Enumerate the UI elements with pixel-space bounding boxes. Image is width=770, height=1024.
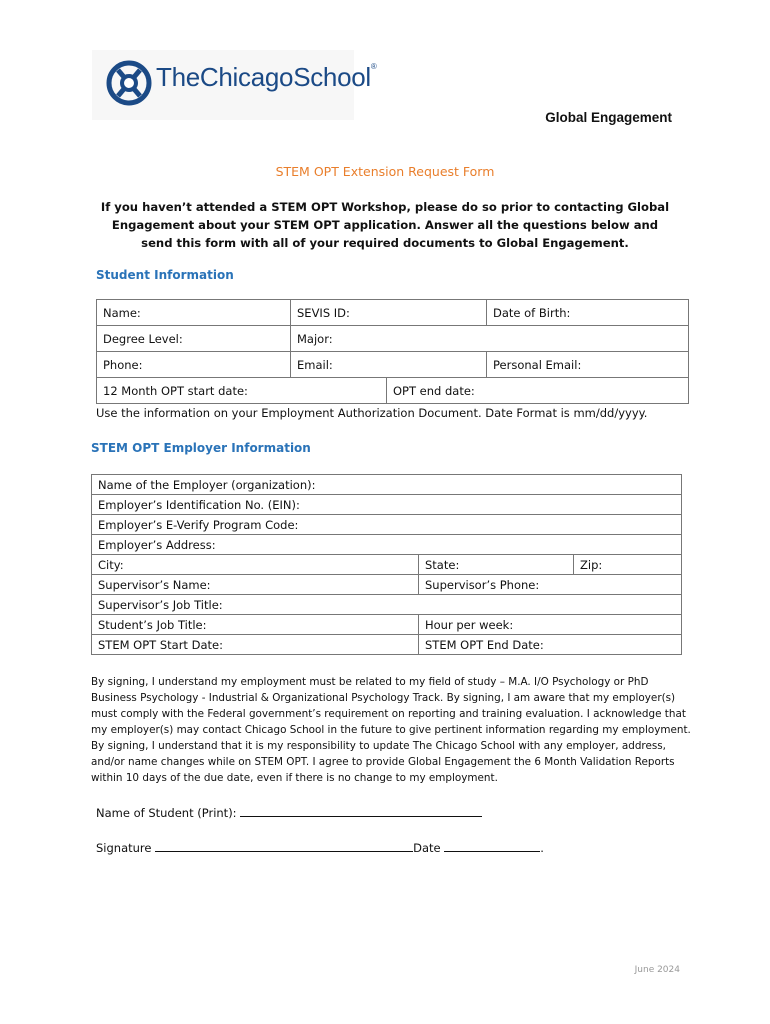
- sevis-id-field[interactable]: SEVIS ID:: [291, 300, 487, 326]
- employer-state-field[interactable]: State:: [419, 555, 574, 575]
- logo: [92, 50, 377, 120]
- opt-start-date-field[interactable]: 12 Month OPT start date:: [97, 378, 387, 404]
- print-name-input[interactable]: [240, 803, 482, 817]
- signature-label: Signature: [96, 841, 152, 855]
- print-name-row: [96, 803, 482, 820]
- employer-address-field[interactable]: Employer’s Address:: [92, 535, 682, 555]
- logo-text: TheChicagoSchool®: [156, 62, 377, 92]
- phone-field[interactable]: Phone:: [97, 352, 291, 378]
- employer-info-table: [91, 474, 682, 655]
- date-period: .: [540, 841, 544, 855]
- footer-date: June 2024: [634, 965, 680, 975]
- student-job-title-field[interactable]: Student’s Job Title:: [92, 615, 419, 635]
- major-field[interactable]: Major:: [291, 326, 689, 352]
- hours-per-week-field[interactable]: Hour per week:: [419, 615, 682, 635]
- date-of-birth-field[interactable]: Date of Birth:: [487, 300, 689, 326]
- form-intro: If you haven’t attended a STEM OPT Workshop, please do so prior to contacting Global Engagement about your STEM OPT application. Answer all the questions below and send this form with all of your required documents to Global Engagement.: [100, 200, 670, 250]
- student-info-heading: Student Information: [96, 268, 234, 282]
- date-label: Date: [413, 841, 441, 855]
- personal-email-field[interactable]: Personal Email:: [487, 352, 689, 378]
- date-input[interactable]: [444, 838, 540, 852]
- degree-level-field[interactable]: Degree Level:: [97, 326, 291, 352]
- email-field[interactable]: Email:: [291, 352, 487, 378]
- employer-everify-field[interactable]: Employer’s E-Verify Program Code:: [92, 515, 682, 535]
- chicago-school-logo-icon: [104, 56, 154, 110]
- signature-input[interactable]: [155, 838, 413, 852]
- opt-end-date-field[interactable]: OPT end date:: [387, 378, 689, 404]
- department-label: Global Engagement: [545, 110, 672, 125]
- supervisor-name-field[interactable]: Supervisor’s Name:: [92, 575, 419, 595]
- stem-opt-end-date-field[interactable]: STEM OPT End Date:: [419, 635, 682, 655]
- student-name-field[interactable]: Name:: [97, 300, 291, 326]
- signature-row: [96, 838, 544, 855]
- employer-info-heading: STEM OPT Employer Information: [91, 441, 311, 455]
- employer-name-field[interactable]: Name of the Employer (organization):: [92, 475, 682, 495]
- student-info-table: [96, 299, 689, 404]
- agreement-text: By signing, I understand my employment must be related to my field of study – M.A. I/O Psychology or PhD Business Psychology - Industrial & Organizational Psychology Track. By signing, I am aware that my employer(s) must comply with the Federal government’s requirement on reporting and training evaluation. I acknowledge that my employer(s) may contact Chicago School in the future to give pertinent information regarding my employment. By signing, I understand that it is my responsibility to update The Chicago School with any employer, address, and/or name changes while on STEM OPT. I agree to provide Global Engagement the 6 Month Validation Reports within 10 days of the due date, even if there is no change to my employment.: [91, 676, 691, 784]
- stem-opt-start-date-field[interactable]: STEM OPT Start Date:: [92, 635, 419, 655]
- supervisor-phone-field[interactable]: Supervisor’s Phone:: [419, 575, 682, 595]
- employer-ein-field[interactable]: Employer’s Identification No. (EIN):: [92, 495, 682, 515]
- form-title: STEM OPT Extension Request Form: [275, 164, 495, 179]
- employer-zip-field[interactable]: Zip:: [574, 555, 682, 575]
- ead-note: Use the information on your Employment Authorization Document. Date Format is mm/dd/yyyy.: [96, 406, 648, 420]
- supervisor-title-field[interactable]: Supervisor’s Job Title:: [92, 595, 682, 615]
- print-name-label: Name of Student (Print):: [96, 806, 237, 820]
- employer-city-field[interactable]: City:: [92, 555, 419, 575]
